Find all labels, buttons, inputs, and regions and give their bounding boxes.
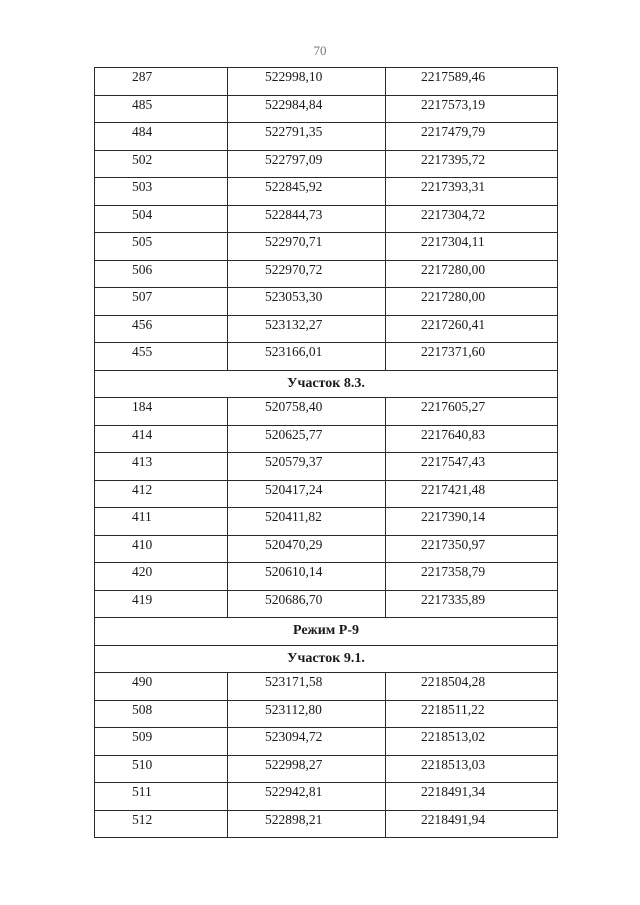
y-coordinate-cell: 2218491,34 [386,783,558,811]
table-row [95,563,558,591]
y-coordinate-cell: 2218491,94 [386,810,558,838]
table-row [95,343,558,371]
section-heading-row [95,618,558,646]
x-coordinate-cell: 522998,27 [228,755,386,783]
x-coordinate-cell: 522791,35 [228,123,386,151]
x-coordinate-cell: 520470,29 [228,535,386,563]
x-coordinate-cell: 522845,92 [228,178,386,206]
y-coordinate-cell: 2218513,02 [386,728,558,756]
point-number-cell: 509 [95,728,228,756]
y-coordinate-cell: 2217395,72 [386,150,558,178]
point-number-cell: 412 [95,480,228,508]
x-coordinate-cell: 520610,14 [228,563,386,591]
table-row [95,425,558,453]
table-row [95,453,558,481]
y-coordinate-cell: 2217260,41 [386,315,558,343]
point-number-cell: 484 [95,123,228,151]
y-coordinate-cell: 2217371,60 [386,343,558,371]
x-coordinate-cell: 522970,72 [228,260,386,288]
x-coordinate-cell: 522898,21 [228,810,386,838]
table-row [95,508,558,536]
y-coordinate-cell: 2217547,43 [386,453,558,481]
y-coordinate-cell: 2217304,11 [386,233,558,261]
section-heading: Участок 8.3. [95,370,558,398]
page-number: 70 [313,43,327,58]
point-number-cell: 410 [95,535,228,563]
x-coordinate-cell: 523132,27 [228,315,386,343]
x-coordinate-cell: 520411,82 [228,508,386,536]
y-coordinate-cell: 2217390,14 [386,508,558,536]
point-number-cell: 419 [95,590,228,618]
x-coordinate-cell: 520758,40 [228,398,386,426]
table-row [95,728,558,756]
y-coordinate-cell: 2217421,48 [386,480,558,508]
point-number-cell: 456 [95,315,228,343]
table-row [95,755,558,783]
y-coordinate-cell: 2217393,31 [386,178,558,206]
point-number-cell: 420 [95,563,228,591]
section-heading: Участок 9.1. [95,645,558,673]
point-number-cell: 504 [95,205,228,233]
y-coordinate-cell: 2218513,03 [386,755,558,783]
point-number-cell: 184 [95,398,228,426]
x-coordinate-cell: 522942,81 [228,783,386,811]
point-number-cell: 505 [95,233,228,261]
table-row [95,700,558,728]
x-coordinate-cell: 520625,77 [228,425,386,453]
point-number-cell: 512 [95,810,228,838]
y-coordinate-cell: 2217304,72 [386,205,558,233]
x-coordinate-cell: 520579,37 [228,453,386,481]
coordinates-table-body [95,68,558,838]
point-number-cell: 414 [95,425,228,453]
table-row [95,783,558,811]
point-number-cell: 506 [95,260,228,288]
table-row [95,123,558,151]
y-coordinate-cell: 2217479,79 [386,123,558,151]
y-coordinate-cell: 2218511,22 [386,700,558,728]
table-row [95,673,558,701]
point-number-cell: 413 [95,453,228,481]
x-coordinate-cell: 523171,58 [228,673,386,701]
y-coordinate-cell: 2217335,89 [386,590,558,618]
y-coordinate-cell: 2217350,97 [386,535,558,563]
y-coordinate-cell: 2217589,46 [386,68,558,96]
point-number-cell: 490 [95,673,228,701]
x-coordinate-cell: 520686,70 [228,590,386,618]
x-coordinate-cell: 523053,30 [228,288,386,316]
y-coordinate-cell: 2217573,19 [386,95,558,123]
x-coordinate-cell: 520417,24 [228,480,386,508]
section-heading-row [95,370,558,398]
table-row [95,590,558,618]
x-coordinate-cell: 522998,10 [228,68,386,96]
y-coordinate-cell: 2217605,27 [386,398,558,426]
coordinates-table [94,67,558,838]
section-heading-row [95,645,558,673]
point-number-cell: 503 [95,178,228,206]
point-number-cell: 510 [95,755,228,783]
point-number-cell: 508 [95,700,228,728]
point-number-cell: 502 [95,150,228,178]
table-row [95,150,558,178]
x-coordinate-cell: 523094,72 [228,728,386,756]
table-row [95,95,558,123]
y-coordinate-cell: 2217358,79 [386,563,558,591]
table-row [95,233,558,261]
point-number-cell: 507 [95,288,228,316]
point-number-cell: 287 [95,68,228,96]
table-row [95,205,558,233]
table-row [95,288,558,316]
table-row [95,535,558,563]
table-row [95,178,558,206]
section-heading: Режим Р-9 [95,618,558,646]
point-number-cell: 485 [95,95,228,123]
point-number-cell: 455 [95,343,228,371]
x-coordinate-cell: 522970,71 [228,233,386,261]
x-coordinate-cell: 523112,80 [228,700,386,728]
table-row [95,260,558,288]
x-coordinate-cell: 522984,84 [228,95,386,123]
table-row [95,315,558,343]
y-coordinate-cell: 2217640,83 [386,425,558,453]
x-coordinate-cell: 523166,01 [228,343,386,371]
table-row [95,398,558,426]
y-coordinate-cell: 2217280,00 [386,288,558,316]
table-row [95,480,558,508]
x-coordinate-cell: 522844,73 [228,205,386,233]
y-coordinate-cell: 2217280,00 [386,260,558,288]
table-row [95,810,558,838]
point-number-cell: 511 [95,783,228,811]
x-coordinate-cell: 522797,09 [228,150,386,178]
y-coordinate-cell: 2218504,28 [386,673,558,701]
point-number-cell: 411 [95,508,228,536]
table-row [95,68,558,96]
